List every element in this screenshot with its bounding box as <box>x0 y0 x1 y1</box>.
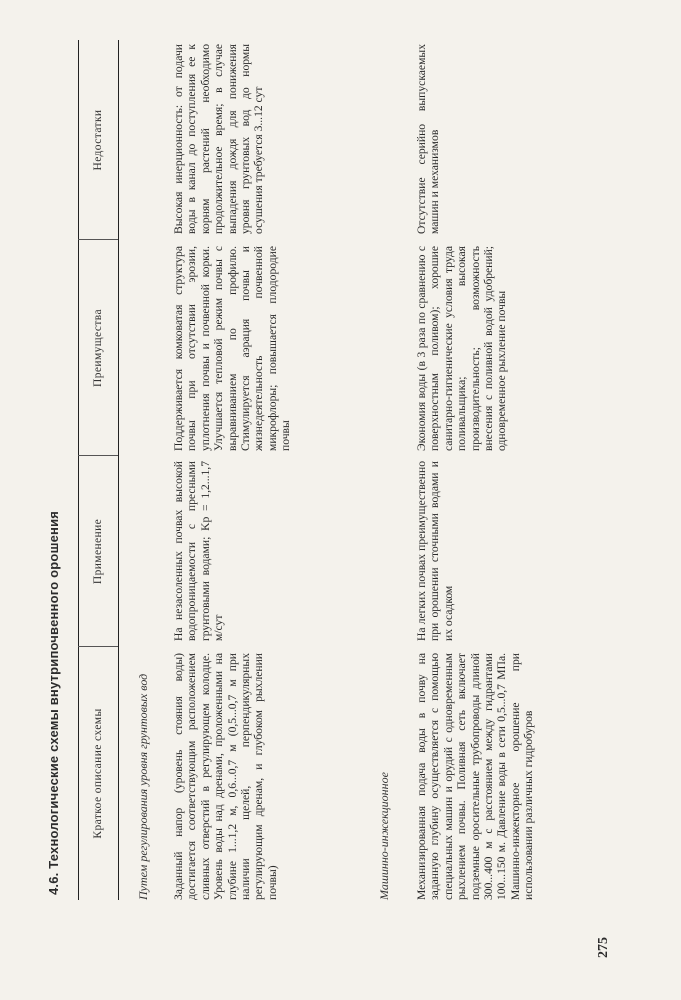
column-header-disadvantages: Недостатки <box>92 109 104 171</box>
table-cell-disadvantages: Высокая инерционность: от подачи воды в канал до поступления ее к корням растений необходимо продолжительное время; в случае выпадения дождя для понижения уровня грунтовых вод до нормы осушения требуется 3...12 сут <box>172 44 266 234</box>
table-cell-application: На незасоленных почвах высокой водопроницаемости с пресными грунтовыми водами; Kр = 1,2...1,7 м/сут <box>172 461 226 641</box>
table-cell-description: Механизированная подача воды в почву на заданную глубину осуществляется с помощью специальных машин и орудий с одновременным рыхлением почвы. Поливная сеть включает подземные оросительные трубопроводы длиной 300...400 м с расстоянием между гидрантами 100...150 м. Давление воды в сети 0,5...0,7 МПа. Машинно-инжекторное орошение при использовании различных гидробуров <box>415 653 536 900</box>
section-title: Машинно-инжекционное <box>377 772 391 900</box>
column-header-description: Краткое описание схемы <box>92 708 104 839</box>
table-cell-application: На легких почвах преимущественно при орошении сточными водами и их осадком <box>415 461 455 641</box>
table-cell-advantages: Экономия воды (в 3 раза по сравнению с поверхностным поливом); хорошие санитарно-гигиенические условия труда поливальщика; высокая производительность; возможность внесения с поливной водой удобрений; одновременное рыхление почвы <box>415 246 509 451</box>
table-cell-advantages: Поддерживается комковатая структура почвы при отсутствии эрозии, уплотнения почвы и почвенной корки. Улучшается тепловой режим почвы с выравниванием по профилю. Стимулируется аэрация почвы и жизнедеятельность почвенной микрофлоры; повышается плодородие почвы <box>172 246 293 451</box>
table-header-rule <box>118 40 119 900</box>
table-cell-description: Заданный напор (уровень стояния воды) достигается соответствующим расположением сливных отверстий в регулирующем колодце. Уровень воды над дренами, проложенными на глубине 1...1,2 м, 0,6...0,7 м (0,5...0,7 м при наличии щелей, перпендикулярных регулирующим дренам, и глубоком рыхлении почвы) <box>172 653 279 900</box>
section-title: Путем регулирования уровня грунтовых вод <box>136 673 150 900</box>
page-number: 275 <box>596 937 611 958</box>
table-cell-disadvantages: Отсутствие серийно выпускаемых машин и механизмов <box>415 44 442 234</box>
column-header-advantages: Преимущества <box>92 309 104 387</box>
column-header-application: Применение <box>92 518 104 585</box>
section-heading: 4.6. Технологические схемы внутрипочвенного орошения <box>46 510 61 895</box>
